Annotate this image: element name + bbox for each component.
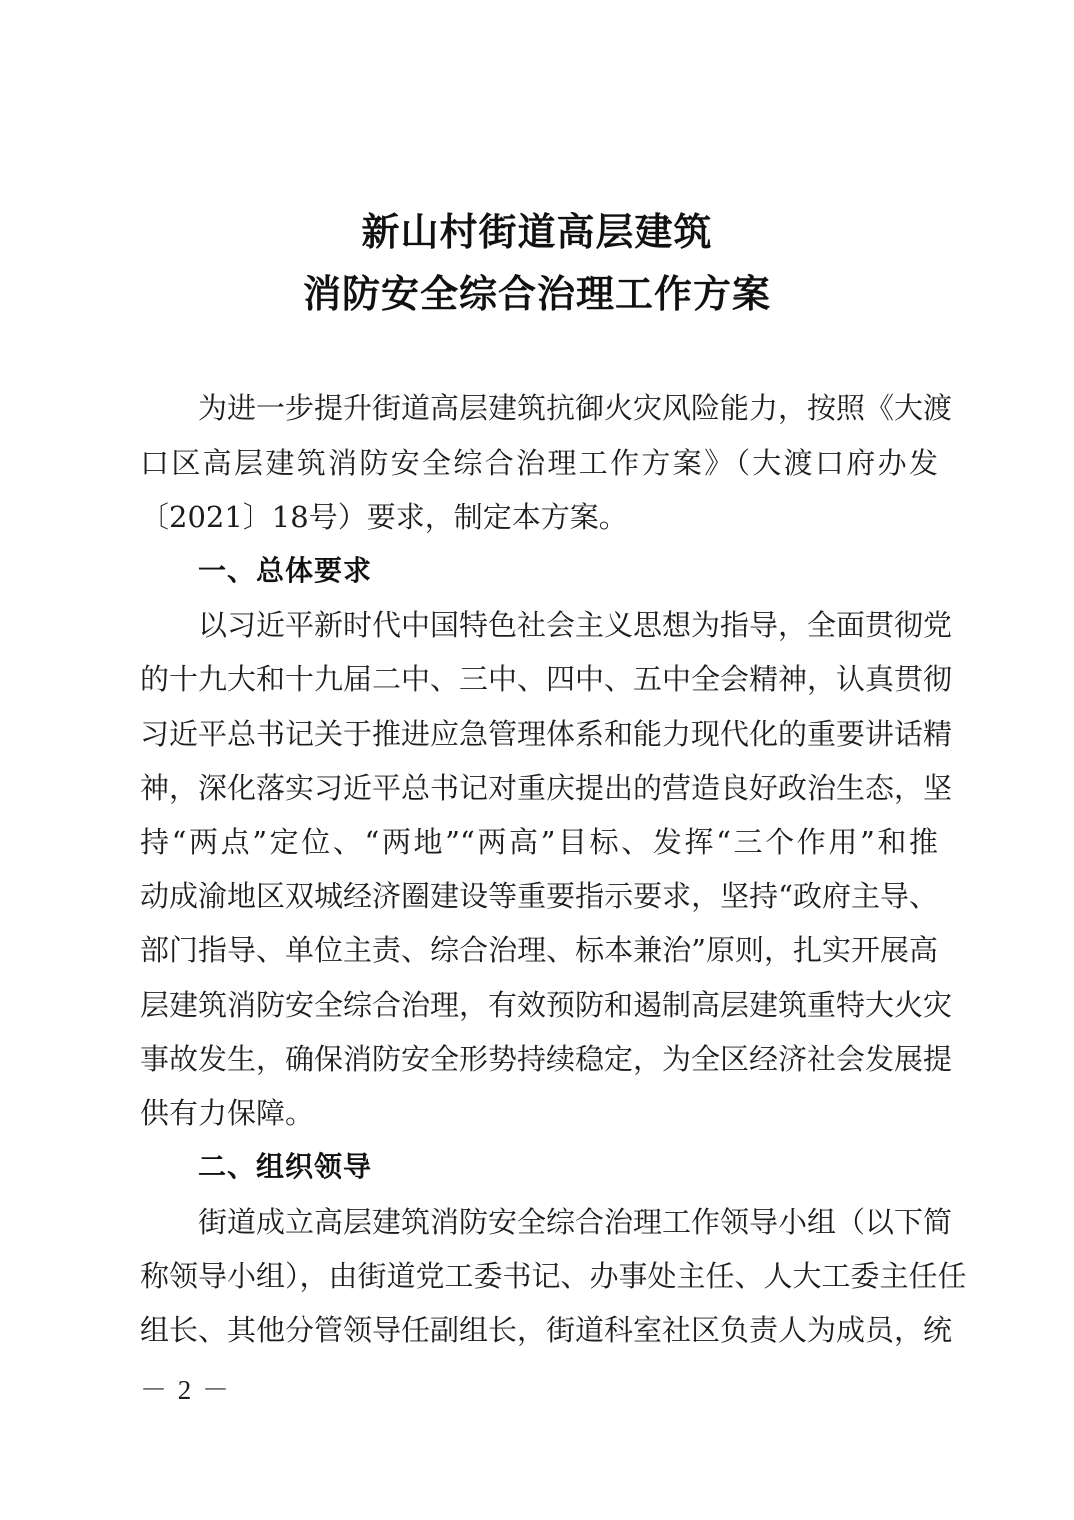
paragraph-line: 持“两点”定位、“两地”“两高”目标、发挥“三个作用”和推 xyxy=(140,825,938,859)
paragraph-line: 以习近平新时代中国特色社会主义思想为指导，全面贯彻党 xyxy=(198,608,953,642)
paragraph-line: 街道成立高层建筑消防安全综合治理工作领导小组（以下简 xyxy=(198,1205,953,1239)
document-title-line-1: 新山村街道高层建筑 xyxy=(361,210,713,254)
intro-line: 口区高层建筑消防安全综合治理工作方案》（大渡口府办发 xyxy=(140,446,938,480)
paragraph-line: 神，深化落实习近平总书记对重庆提出的营造良好政治生态，坚 xyxy=(140,771,953,805)
paragraph-line: 的十九大和十九届二中、三中、四中、五中全会精神，认真贯彻 xyxy=(140,662,953,696)
intro-line: 〔2021〕18号）要求，制定本方案。 xyxy=(140,500,628,534)
section-heading-organization-leadership: 二、组织领导 xyxy=(198,1150,373,1183)
paragraph-line: 供有力保障。 xyxy=(140,1096,315,1130)
paragraph-line: 事故发生，确保消防安全形势持续稳定，为全区经济社会发展提 xyxy=(140,1042,953,1076)
paragraph-line: 层建筑消防安全综合治理，有效预防和遏制高层建筑重特大火灾 xyxy=(140,988,953,1022)
intro-line: 为进一步提升街道高层建筑抗御火灾风险能力，按照《大渡 xyxy=(198,391,953,425)
page-number: － 2 － xyxy=(140,1375,231,1405)
section-heading-general-requirements: 一、总体要求 xyxy=(198,554,373,587)
paragraph-line: 部门指导、单位主责、综合治理、标本兼治”原则，扎实开展高 xyxy=(140,933,938,967)
paragraph-line: 动成渝地区双城经济圈建设等重要指示要求，坚持“政府主导、 xyxy=(140,879,938,913)
paragraph-line: 组长、其他分管领导任副组长，街道科室社区负责人为成员，统 xyxy=(140,1313,953,1347)
paragraph-line: 称领导小组），由街道党工委书记、办事处主任、人大工委主任任 xyxy=(140,1259,967,1293)
document-title-line-2: 消防安全综合治理工作方案 xyxy=(302,272,771,316)
paragraph-line: 习近平总书记关于推进应急管理体系和能力现代化的重要讲话精 xyxy=(140,717,953,751)
